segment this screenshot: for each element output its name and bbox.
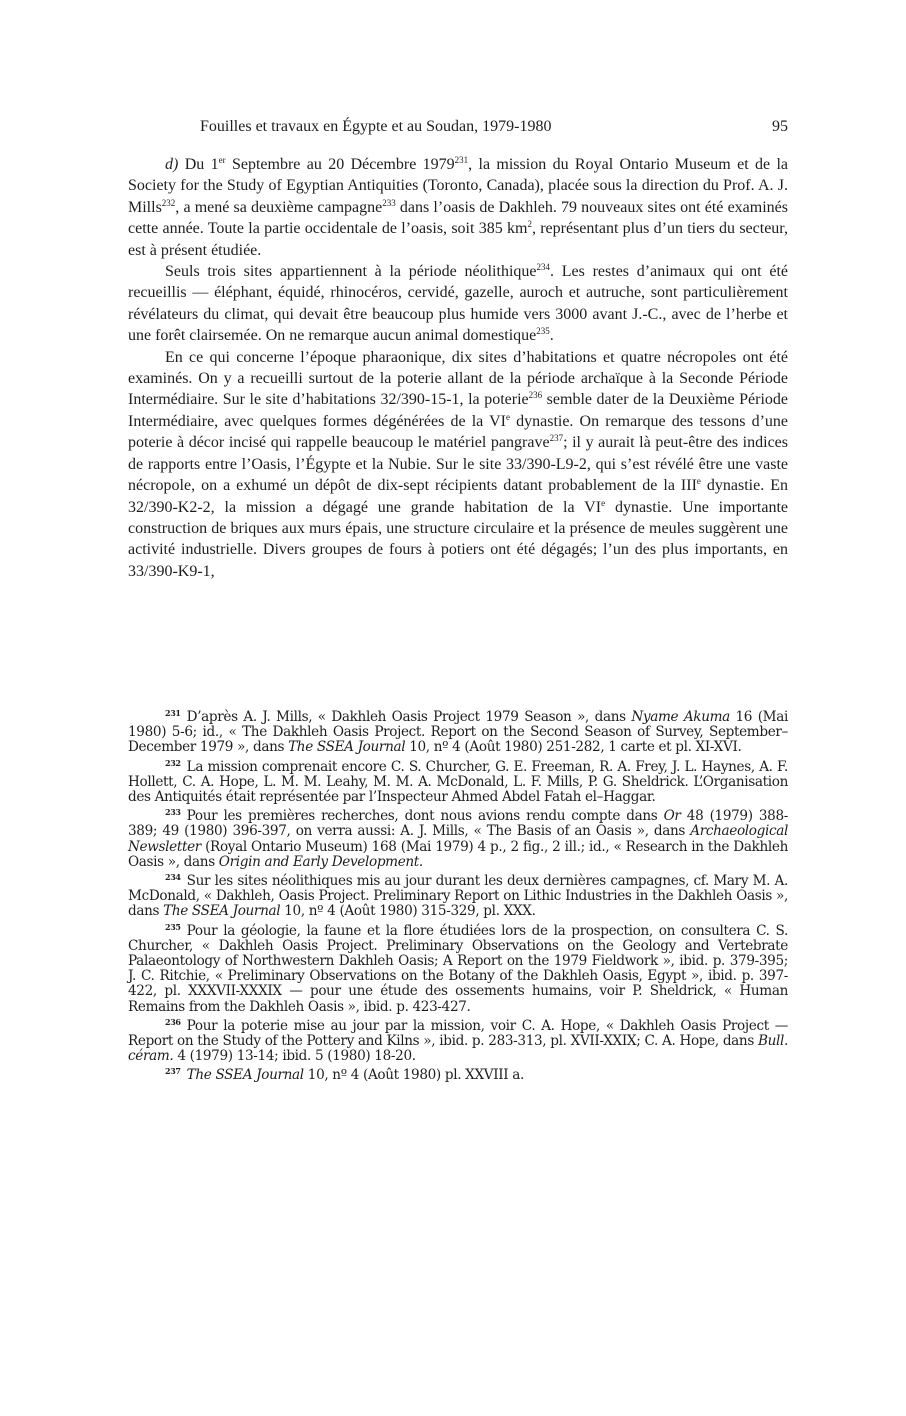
italic-text: Archaeological Newsletter	[128, 823, 788, 855]
note-reference: 236	[528, 390, 543, 401]
footnote-234	[128, 870, 788, 920]
text-run: 10, nº 4 (Août 1980) 251-282, 1 carte et pl. XI-XVI.	[405, 739, 742, 756]
note-reference: e	[601, 497, 606, 508]
text-run: dynastie. En 32/390-K2-2, la mission a dégagé une grande habitation de la VI	[128, 477, 788, 516]
footnote-231	[128, 706, 788, 756]
note-reference: 237	[549, 433, 564, 444]
italic-text: Origin and Early Development.	[218, 853, 423, 870]
text-run: .	[549, 327, 554, 345]
footnote-number: 233	[165, 807, 181, 818]
footnote-number: 231	[165, 708, 181, 718]
text-run: Septembre au 20 Décembre 1979	[225, 156, 455, 173]
note-reference: 235	[536, 326, 550, 337]
text-run: semble dater de la Deuxième Période Intermédiaire, avec quelques formes dégénérées de la VI	[128, 391, 788, 430]
note-reference: 2	[527, 219, 532, 230]
text-run: Sur les sites néolithiques mis au jour durant les deux dernières campagnes, cf. Mary M. A. McDonald, « Dakhleh, Oasis Project. Preliminary Report on Lithic Industries in the Dakhleh Oasis », dans	[128, 873, 788, 920]
text-run: Du 1	[184, 156, 219, 173]
text-run: (Royal Ontario Museum) 168 (Mai 1979) 4 p., 2 fig., 2 ill.; id., « Research in the Dakhleh Oasis », dans	[128, 838, 788, 870]
note-reference: 234	[536, 262, 550, 273]
text-run: 16 (Mai 1980) 5-6; id., « The Dakhleh Oasis Project. Report on the Second Season of Survey, September–December 1979 », dans	[128, 709, 788, 756]
text-run: En ce qui concerne l’époque pharaonique, dix sites d’habitations et quatre nécropoles ont été examinés. On y a recueilli surtout de la poterie allant de la période archaïque à la Seconde Période Intermédiaire. Sur le site d’habitations 32/390-15-1, la poterie	[128, 348, 788, 409]
text-run: Seuls trois sites appartiennent à la période néolithique	[165, 263, 537, 281]
text-run: 10, nº 4 (Août 1980) pl. XXVIII a.	[303, 1067, 525, 1084]
body-paragraph	[128, 347, 788, 582]
running-title: Fouilles et travaux en Égypte et au Soudan, 1979-1980	[200, 118, 552, 135]
note-reference: 231	[454, 155, 469, 165]
text-run: dynastie. On remarque des tessons d’une poterie à décor incisé qui rappelle beaucoup le matériel pangrave	[128, 412, 789, 452]
italic-text: Or	[663, 808, 681, 825]
page-number: 95	[772, 118, 788, 135]
text-run: 4 (1979) 13-14; ibid. 5 (1980) 18-20.	[173, 1048, 416, 1065]
text-run: , la mission du Royal Ontario Museum et de la Society for the Study of Egyptian Antiquities (Toronto, Canada), placée sous la direction du Prof. A. J. Mills	[128, 156, 788, 216]
note-reference: er	[218, 155, 226, 165]
text-run: ; il y aurait là peut-être des indices de rapports entre l’Oasis, l’Égypte et la Nubie. Sur le site 33/390-L9-2, qui s’est révélé être une vaste nécropole, on a exhumé un dépôt de dix-sept récipients datant probablement de la III	[128, 434, 788, 495]
text-run: Pour la poterie mise au jour par la mission, voir C. A. Hope, « Dakhleh Oasis Project — Report on the Study of the Pottery and Kilns », ibid. p. 283-313, pl. XVII-XXIX; C. A. Hope, dans	[128, 1017, 788, 1050]
text-run: 48 (1979) 388-389; 49 (1980) 396-397, on verra aussi: A. J. Mills, « The Basis of an Oasis », dans	[128, 808, 788, 840]
text-run: dans l’oasis de Dakhleh. 79 nouveaux sites ont été examinés cette année. Toute la partie occidentale de l’oasis, soit 385 km	[128, 198, 789, 238]
footnote-number: 235	[165, 921, 181, 932]
text-run: 10, nº 4 (Août 1980) 315-329, pl. XXX.	[280, 903, 536, 920]
italic-text: The SSEA Journal	[186, 1067, 304, 1084]
note-reference: e	[505, 411, 510, 422]
main-text	[128, 154, 788, 582]
footnotes	[128, 706, 788, 1084]
text-run: . Les restes d’animaux qui ont été recueillis — éléphant, équidé, rhinocéros, cervidé, gazelle, auroch et autruche, sont particulièrement révélateurs du climat, qui devait être beaucoup plus humide vers 3000 avant J.-C., avec de l’herbe et une forêt clairsemée. On ne remarque aucun animal domestique	[128, 263, 788, 345]
note-reference: 232	[161, 197, 176, 208]
text-run: , représentant plus d’un tiers du secteur, est à présent étudiée.	[128, 220, 788, 259]
italic-text: Bull. céram.	[128, 1033, 788, 1065]
footnote-232	[128, 756, 788, 806]
footnote-235	[128, 920, 788, 1015]
body-paragraph	[128, 154, 788, 261]
note-reference: 233	[382, 197, 396, 208]
text-run: D’après A. J. Mills, « Dakhleh Oasis Project 1979 Season », dans	[186, 709, 632, 725]
text-run: , a mené sa deuxième campagne	[175, 198, 383, 216]
note-reference: e	[696, 476, 701, 487]
footnote-233	[128, 805, 788, 870]
running-header	[128, 118, 788, 140]
italic-text: The SSEA Journal	[288, 739, 406, 756]
body-paragraph	[128, 261, 788, 347]
italic-text: d)	[165, 156, 185, 173]
italic-text: Nyame Akuma	[631, 709, 730, 725]
text-run: Pour la géologie, la faune et la flore étudiées lors de la prospection, on consultera C. S. Churcher, « Dakhleh Oasis Project. Preliminary Observations on the Geology and Vertebrate Palaeontology of Northwestern Dakhleh Oasis; A Report on the 1979 Fieldwork », ibid. p. 379-395; J. C. Ritchie, « Preliminary Observations on the Botany of the Dakhleh Oasis, Egypt », ibid. p. 397-422, pl. XXXVII-XXXIX — pour une étude des ossements humains, voir P. Sheldrick, « Human Remains from the Dakhleh Oasis », ibid. p. 423-427.	[128, 922, 788, 1015]
text-run: dynastie. Une importante construction de briques aux murs épais, une structure circulaire et la présence de meules suggèrent une activité industrielle. Divers groupes de fours à potiers ont été dégagés; l’un des plus importants, en 33/390-K9-1,	[128, 498, 788, 580]
footnote-number: 236	[165, 1016, 181, 1027]
footnote-236	[128, 1015, 788, 1065]
footnote-number: 237	[165, 1066, 181, 1077]
text-run: La mission comprenait encore C. S. Churcher, G. E. Freeman, R. A. Frey, J. L. Haynes, A. F. Hollett, C. A. Hope, L. M. M. Leahy, M. M. A. McDonald, L. F. Mills, P. G. Sheldrick. L’Organisation des Antiquités était représentée par l’Inspecteur Ahmed Abdel Fatah el–Haggar.	[128, 758, 788, 806]
italic-text: The SSEA Journal	[163, 903, 281, 920]
text-run: Pour les premières recherches, dont nous avions rendu compte dans	[186, 808, 664, 825]
footnote-number: 232	[165, 757, 181, 768]
footnote-237	[128, 1064, 788, 1083]
footnote-number: 234	[165, 872, 181, 883]
